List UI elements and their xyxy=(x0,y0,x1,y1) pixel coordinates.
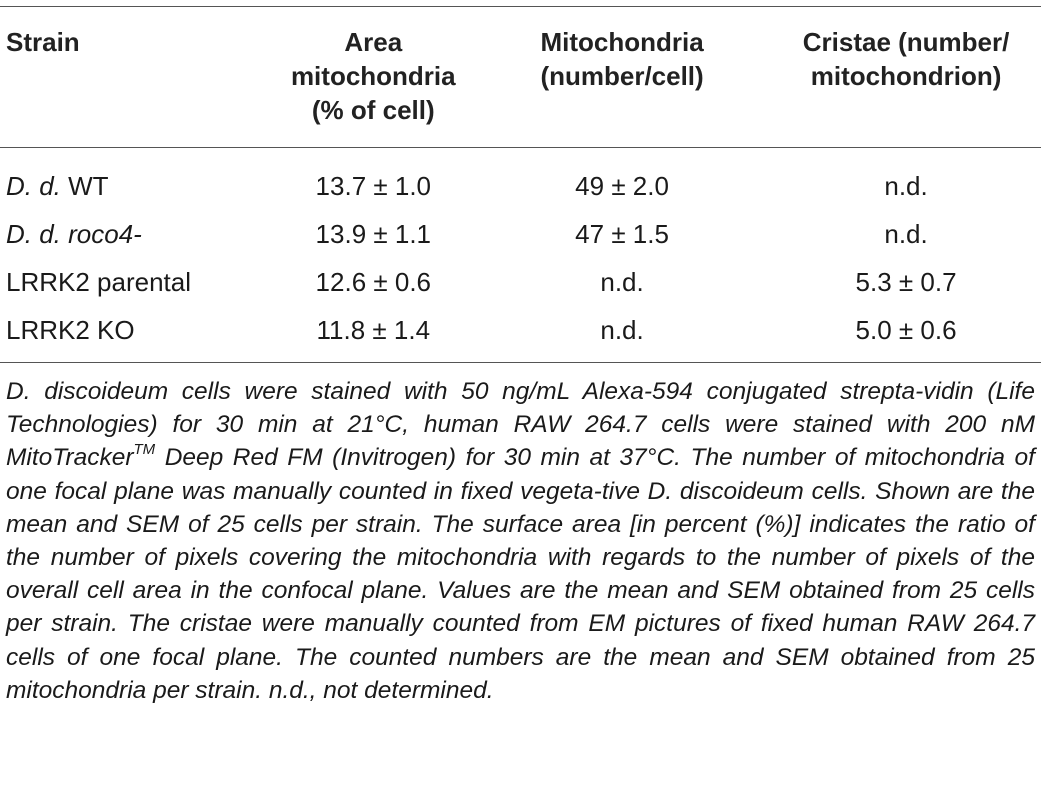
table-row xyxy=(0,148,1041,211)
trademark-mark: TM xyxy=(133,441,156,459)
header-cristae xyxy=(771,7,1041,148)
cell-area: 11.8 ± 1.4 xyxy=(316,315,431,345)
table-footnote xyxy=(6,375,1035,707)
header-area xyxy=(274,7,474,148)
cell-area: 12.6 ± 0.6 xyxy=(315,267,432,297)
strain-plain: LRRK2 parental xyxy=(6,267,191,297)
table-row xyxy=(0,258,1041,306)
footnote-part-2: Deep Red FM (Invitrogen) for 30 min at 37°C. The number of mitochondria of one focal plane was manually counted in fixed vegeta-tive D. discoideum cells. Shown are the mean and SEM of 25 cells per strain. The surface area [in percent (%)] indicates the ratio of the number of pixels covering the mitochondria with regards to the number of pixels of the overall cell area in the confocal plane. Values are the mean and SEM obtained from 25 cells per strain. The cristae were manually counted from EM pictures of fixed human RAW 264.7 cells of one focal plane. The counted numbers are the mean and SEM obtained from 25 mitochondria per strain. n.d., not determined. xyxy=(6,444,1035,704)
strain-plain: WT xyxy=(60,171,109,201)
cell-mito: 47 ± 1.5 xyxy=(575,219,669,249)
mitochondria-table xyxy=(0,6,1041,363)
cell-strain xyxy=(0,306,274,363)
header-area-line-1: Area xyxy=(344,27,403,57)
strain-italic: D. d. roco4- xyxy=(6,219,142,249)
strain-plain: LRRK2 KO xyxy=(6,315,135,345)
table-header-row xyxy=(0,7,1041,148)
table-row xyxy=(0,210,1041,258)
header-mito-line-1: Mitochondria xyxy=(540,27,704,57)
header-cristae-line-2: mitochondrion) xyxy=(810,61,1002,91)
cell-area: 13.7 ± 1.0 xyxy=(315,171,432,201)
cell-mito: n.d. xyxy=(600,315,644,345)
header-strain xyxy=(0,7,274,148)
cell-strain xyxy=(0,148,274,211)
table-row xyxy=(0,306,1041,363)
cell-cristae: 5.3 ± 0.7 xyxy=(855,267,957,297)
cell-cristae: n.d. xyxy=(884,171,928,201)
cell-mito: 49 ± 2.0 xyxy=(575,171,669,201)
header-mitochondria xyxy=(473,7,771,148)
strain-italic: D. d. xyxy=(6,171,61,201)
header-cristae-line-1: Cristae (number/ xyxy=(802,27,1010,57)
cell-mito: n.d. xyxy=(600,267,644,297)
cell-strain xyxy=(0,210,274,258)
header-strain-label: Strain xyxy=(6,27,80,57)
header-mito-line-2: (number/cell) xyxy=(540,61,704,91)
cell-area: 13.9 ± 1.1 xyxy=(315,219,432,249)
footnote-part-1: D. discoideum cells were stained with 50 ng/mL Alexa-594 conjugated strepta-vidin (Life Technologies) for 30 min at 21°C, human RAW 264.7 cells were stained with 200 nM MitoTracker xyxy=(6,378,1035,472)
cell-cristae: 5.0 ± 0.6 xyxy=(855,315,957,345)
header-area-line-2: mitochondria xyxy=(290,61,456,91)
cell-cristae: n.d. xyxy=(884,219,928,249)
cell-strain xyxy=(0,258,274,306)
header-area-line-3: (% of cell) xyxy=(311,95,435,125)
